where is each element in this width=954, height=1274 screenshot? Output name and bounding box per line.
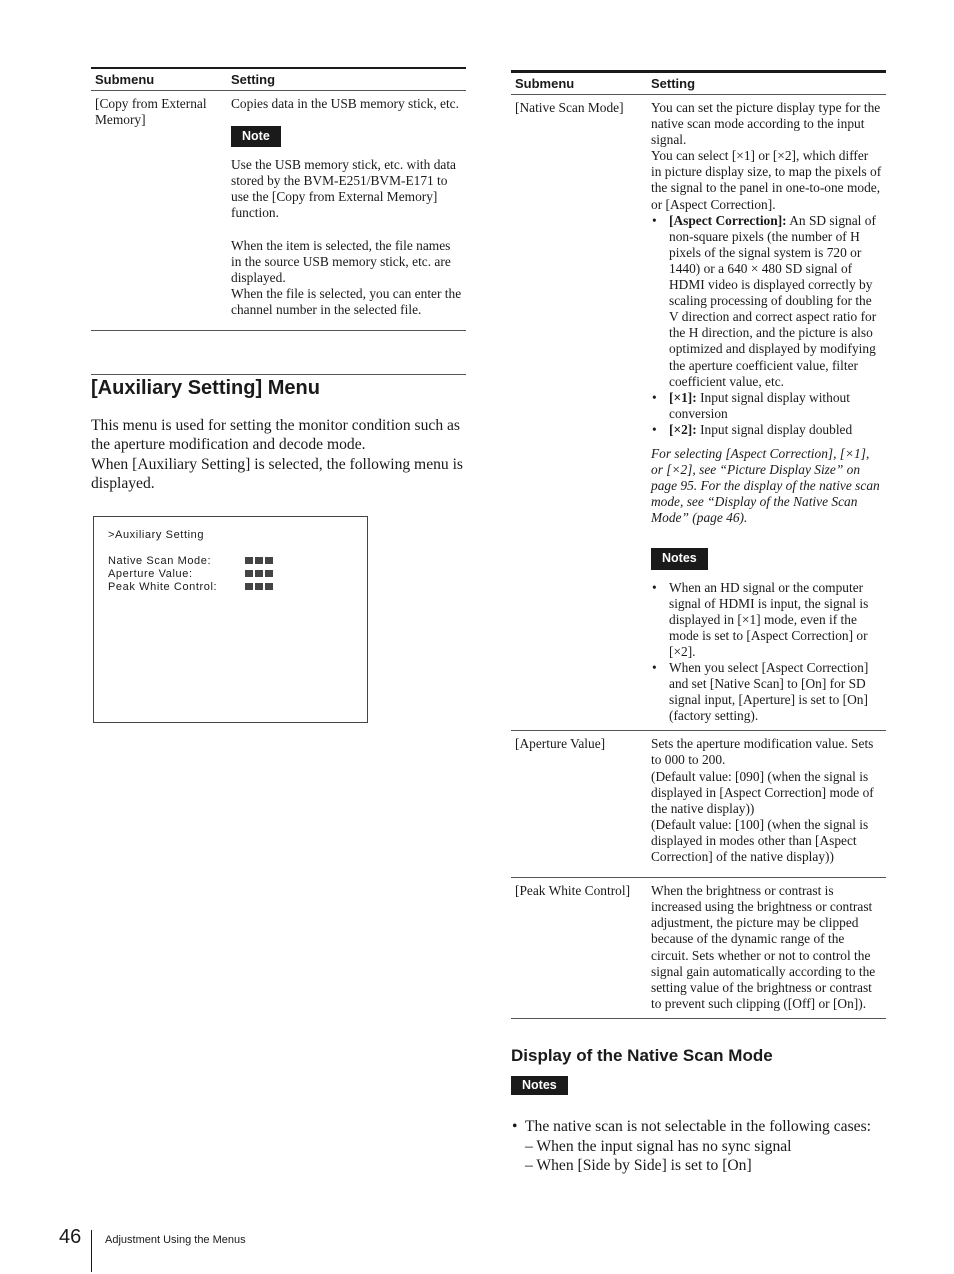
setting-description: Copies data in the USB memory stick, etc. xyxy=(231,96,459,111)
page-number: 46 xyxy=(59,1226,82,1248)
submenu-cell: [Aperture Value] xyxy=(511,731,647,878)
option-text: An SD signal of non-square pixels (the number of H pixels of the signal system is 720 or 1440) or a 640 × 480 SD signal of HDMI video is displayed correctly by scaling processing of doubling for the V direction and correct aspect ratio for the H direction, and the picture is also optimized and displayed by modifying the aperture coefficient value, filter coefficient value, etc. xyxy=(669,212,877,389)
osd-title: >Auxiliary Setting xyxy=(108,529,205,541)
notes-badge: Notes xyxy=(511,1076,568,1095)
osd-menu-screen xyxy=(93,516,368,723)
osd-item: Peak White Control: xyxy=(108,581,218,593)
right-table-wrap xyxy=(511,70,886,1019)
note-text: The native scan is not selectable in the following cases: xyxy=(525,1118,871,1135)
setting-cell xyxy=(647,731,886,878)
intro-paragraph: This menu is used for setting the monitor condition such as the aperture modification and decode mode. xyxy=(91,417,461,454)
col-header-setting: Setting xyxy=(227,69,466,91)
table-row xyxy=(511,95,886,731)
setting-paragraph: (Default value: [090] (when the signal is displayed in [Aspect Correction] mode of the native display)) xyxy=(651,768,874,816)
setting-cell xyxy=(227,91,466,331)
table-row xyxy=(91,91,466,331)
list-item: • When an HD signal or the computer signal of HDMI is input, the signal is displayed in [×1] mode, even if the mode is set to [Aspect Correction] or [×2]. xyxy=(651,580,882,660)
submenu-cell: [Peak White Control] xyxy=(511,878,647,1019)
cross-reference: For selecting [Aspect Correction], [×1], or [×2], see “Picture Display Size” on page 95. For the display of the native scan mode, see “Display of the Native Scan Mode” (page 46). xyxy=(651,445,880,526)
col-header-submenu: Submenu xyxy=(91,69,227,91)
display-notes xyxy=(511,1117,891,1176)
col-header-submenu: Submenu xyxy=(511,73,647,95)
setting-cell xyxy=(647,95,886,731)
submenu-cell: [Native Scan Mode] xyxy=(511,95,647,731)
setting-paragraph: (Default value: [100] (when the signal is displayed in modes other than [Aspect Correction] of the native display)) xyxy=(651,816,869,865)
setting-paragraph: When the brightness or contrast is increased using the brightness or contrast adjustment, the picture may be clipped because of the dynamic range of the circuit. Sets whether or not to control the signal gain automatically according to the setting value of the brightness or contrast to prevent such clipping ([Off] or [On]). xyxy=(651,883,876,1011)
list-item xyxy=(651,422,882,438)
setting-cell xyxy=(647,878,886,1019)
option-text: Input signal display without conversion xyxy=(669,389,850,421)
osd-item: Aperture Value: xyxy=(108,568,193,580)
notes-list xyxy=(511,1117,891,1176)
intro-paragraph: When [Auxiliary Setting] is selected, the following menu is displayed. xyxy=(91,455,464,493)
left-table-wrap xyxy=(91,67,466,331)
note-paragraph: When the item is selected, the file names in the source USB memory stick, etc. are displayed. xyxy=(231,237,451,285)
aux-intro xyxy=(91,416,467,494)
notes-list xyxy=(651,580,882,725)
setting-paragraph: You can set the picture display type for the native scan mode according to the input signal. xyxy=(651,100,881,148)
list-item xyxy=(511,1117,891,1176)
osd-value-blocks xyxy=(245,557,273,564)
option-text: Input signal display doubled xyxy=(696,421,853,437)
footer-section-title: Adjustment Using the Menus xyxy=(105,1234,246,1246)
left-menu-table xyxy=(91,69,466,331)
note-paragraph: When the file is selected, you can enter the channel number in the selected file. xyxy=(231,285,462,317)
submenu-cell: [Copy from External Memory] xyxy=(91,91,227,331)
list-item: • When you select [Aspect Correction] and set [Native Scan] to [On] for SD signal input, [Aperture] is set to [On] (factory setting). xyxy=(651,660,882,724)
table-row xyxy=(511,731,886,878)
list-item xyxy=(651,213,882,390)
osd-item: Native Scan Mode: xyxy=(108,555,212,567)
footer-divider xyxy=(91,1230,92,1272)
table-row xyxy=(511,878,886,1019)
section-heading: [Auxiliary Setting] Menu xyxy=(91,377,320,399)
note-subitem: – When the input signal has no sync signal xyxy=(525,1137,792,1155)
note-badge: Note xyxy=(231,126,281,147)
setting-paragraph: You can select [×1] or [×2], which differ in picture display size, to map the pixels of the signal to the panel in one-to-one mode, or [Aspect Correction]. xyxy=(651,148,882,212)
osd-value-blocks xyxy=(245,570,273,577)
osd-value-blocks xyxy=(245,583,273,590)
option-list xyxy=(651,213,882,438)
setting-paragraph: Sets the aperture modification value. Sets to 000 to 200. xyxy=(651,736,874,768)
notes-badge: Notes xyxy=(651,548,708,569)
list-item xyxy=(651,390,882,422)
option-label: [Aspect Correction]: xyxy=(669,212,787,228)
right-menu-table xyxy=(511,73,886,1019)
option-label: [×1]: xyxy=(669,389,697,405)
option-label: [×2]: xyxy=(669,421,697,437)
col-header-setting: Setting xyxy=(647,73,886,95)
subsection-heading: Display of the Native Scan Mode xyxy=(511,1046,773,1065)
note-paragraph: Use the USB memory stick, etc. with data stored by the BVM-E251/BVM-E171 to use the [Copy from External Memory] function. xyxy=(231,157,456,221)
note-subitem: – When [Side by Side] is set to [On] xyxy=(525,1157,752,1174)
